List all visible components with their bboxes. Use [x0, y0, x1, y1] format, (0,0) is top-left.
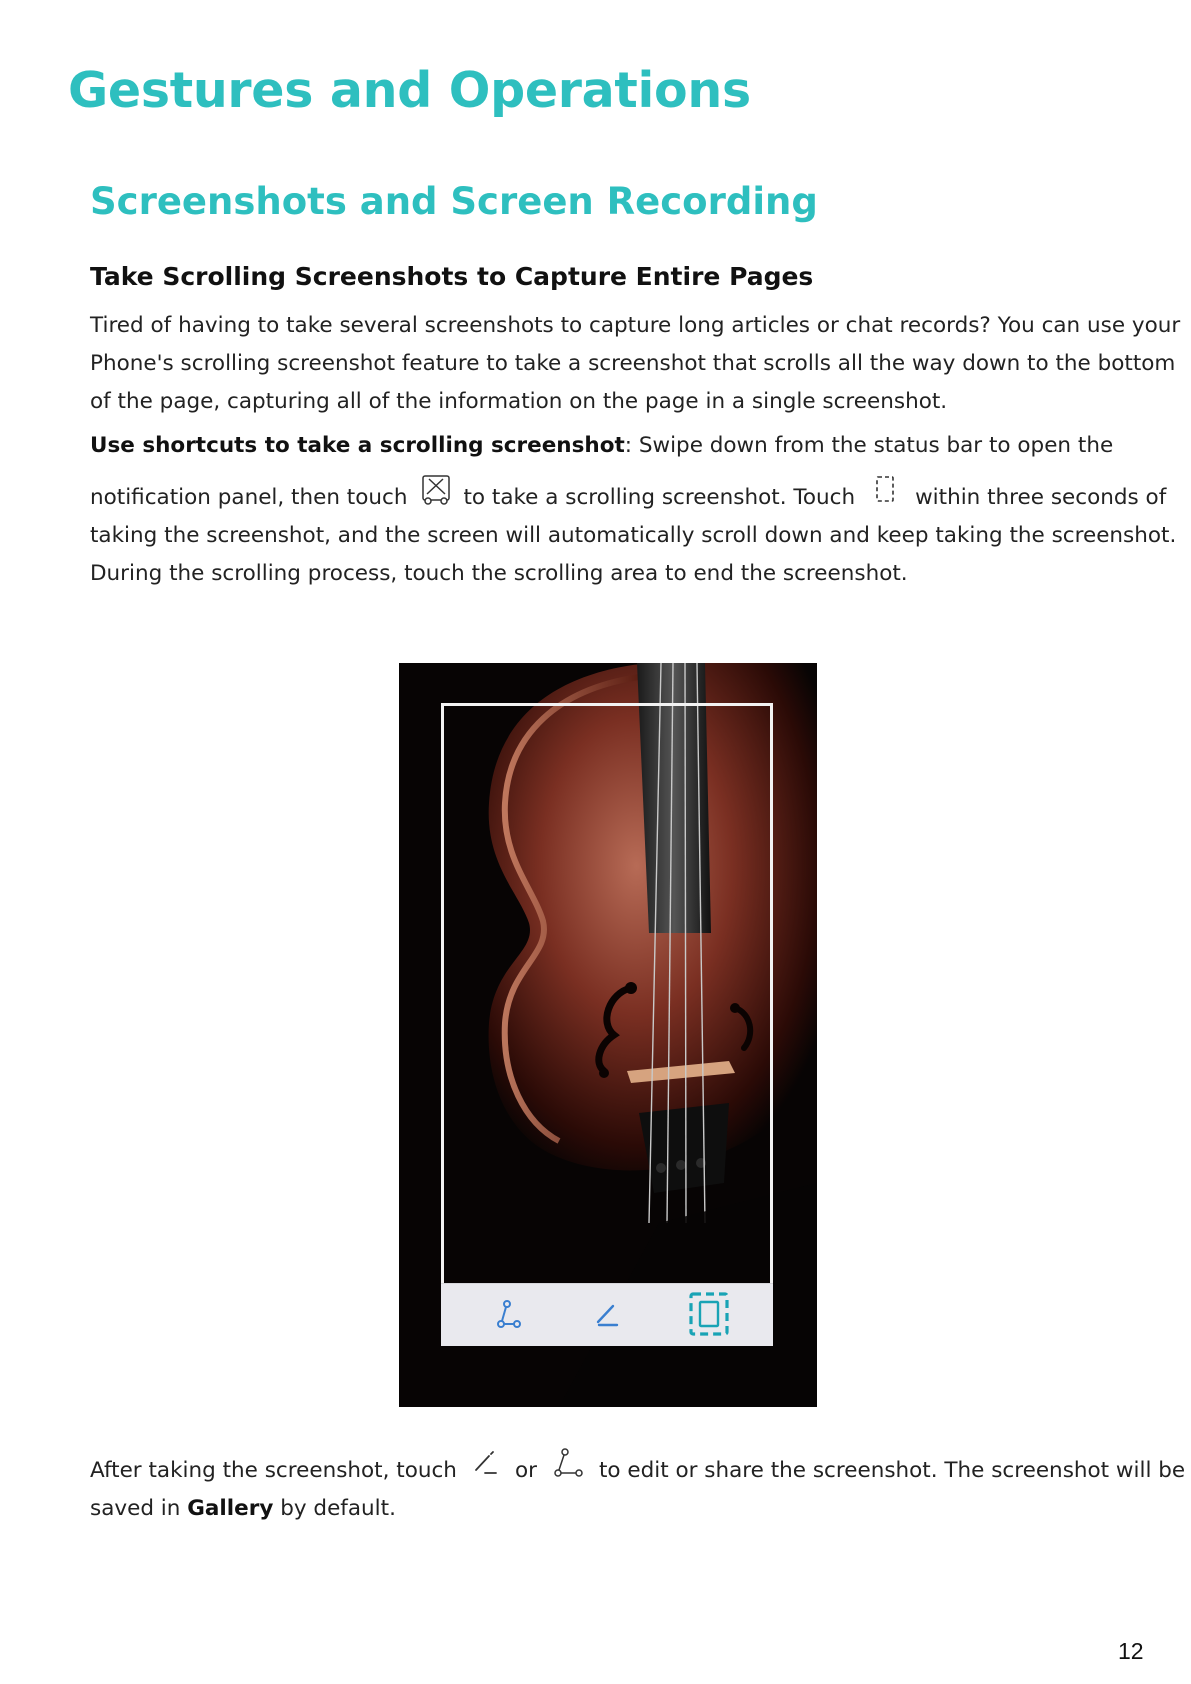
scrolling-screenshot-icon [873, 473, 897, 507]
subsection-title: Take Scrolling Screenshots to Capture Entire Pages [90, 262, 814, 291]
shortcut-line: During the scrolling process, touch the scrolling area to end the screenshot. [90, 561, 908, 586]
intro-line: Tired of having to take several screenshots to capture long articles or chat records? You can use your [90, 313, 1181, 338]
after-text: or [514, 1458, 537, 1483]
after-line [90, 1490, 1185, 1528]
share-icon[interactable] [489, 1294, 529, 1334]
shortcut-text: within three seconds of [915, 485, 1167, 510]
shortcut-line [90, 427, 1176, 465]
intro-line: of the page, capturing all of the information on the page in a single screenshot. [90, 389, 948, 414]
after-text: saved in [90, 1496, 181, 1521]
shortcut-line: taking the screenshot, and the screen will automatically scroll down and keep taking the screenshot. [90, 523, 1177, 548]
section-title: Screenshots and Screen Recording [90, 180, 818, 223]
after-line [90, 1452, 1185, 1490]
shortcut-text: to take a scrolling screenshot. Touch [463, 485, 856, 510]
pencil-edit-icon [471, 1446, 499, 1480]
after-text: by default. [280, 1496, 396, 1521]
intro-line: Phone's scrolling screenshot feature to take a screenshot that scrolls all the way down to the bottom [90, 351, 1176, 376]
screenshot-preview-frame [441, 703, 773, 1345]
page-number: 12 [1118, 1638, 1144, 1664]
screenshot-illustration [399, 663, 817, 1407]
share-icon [551, 1446, 585, 1480]
shortcut-paragraph [90, 427, 1176, 593]
scrolling-screenshot-button[interactable] [687, 1290, 731, 1338]
chapter-title: Gestures and Operations [68, 62, 751, 119]
shortcut-line [90, 479, 1176, 517]
screenshot-toolbar [441, 1283, 773, 1346]
after-text: After taking the screenshot, touch [90, 1458, 457, 1483]
shortcut-bold-label: Use shortcuts to take a scrolling screenshot [90, 433, 625, 458]
shortcut-text: notification panel, then touch [90, 485, 408, 510]
after-paragraph [90, 1452, 1185, 1528]
gallery-label: Gallery [187, 1496, 274, 1521]
pencil-edit-icon[interactable] [587, 1294, 627, 1334]
scissors-screenshot-icon [421, 473, 451, 507]
shortcut-text: : Swipe down from the status bar to open the [624, 433, 1114, 458]
after-text: to edit or share the screenshot. The screenshot will be [598, 1458, 1186, 1483]
intro-paragraph [90, 307, 1180, 421]
